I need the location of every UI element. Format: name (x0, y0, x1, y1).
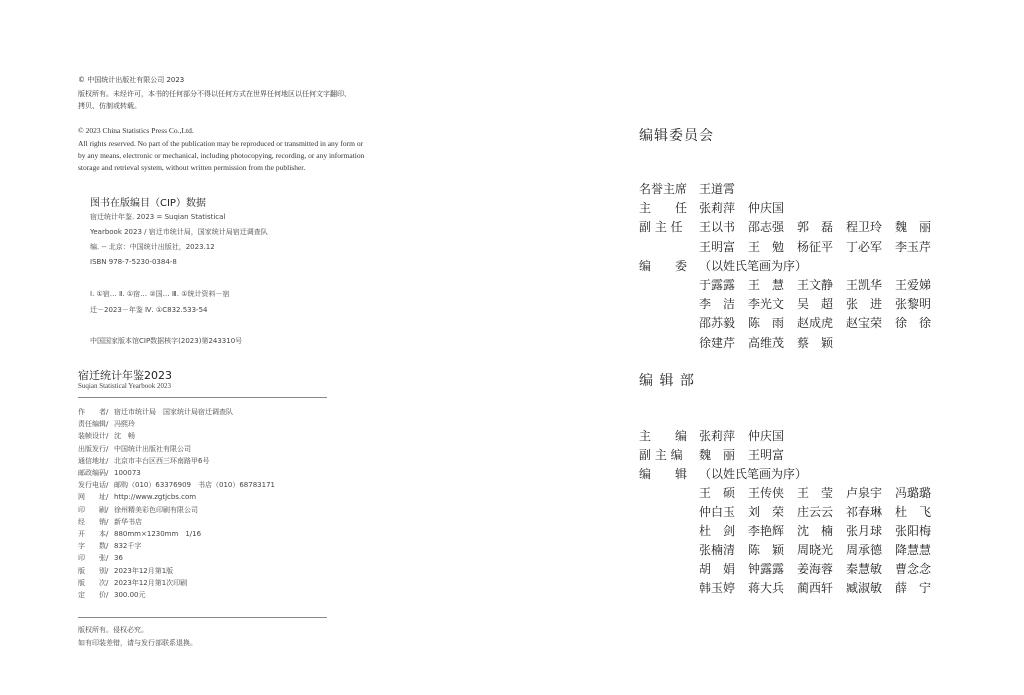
person-name: 王明富 (748, 448, 785, 462)
person-name: 仲白玉 (699, 505, 736, 519)
person-name: 李 洁 (699, 297, 736, 312)
publication-label: 印 张/ (78, 554, 109, 563)
person-name: 王凯华 (846, 278, 883, 292)
name-list (699, 199, 797, 216)
person-name: 臧淑敏 (846, 581, 883, 595)
publication-label: 邮政编码/ (78, 469, 109, 477)
publication-row (78, 505, 198, 515)
person-name: 邵志强 (748, 220, 785, 235)
person-name: 曹念念 (895, 562, 932, 576)
name-list (699, 295, 944, 312)
person-name: 薛 宁 (895, 581, 932, 595)
person-name: 蔡 颖 (797, 335, 834, 350)
copyright-line-en: storage and retrieval system, without written permission from the publisher. (78, 163, 306, 172)
person-name: 钟露露 (748, 562, 785, 576)
publication-label: 字 数/ (78, 542, 109, 551)
person-name: 仲庆国 (748, 201, 785, 216)
publication-value: 100073 (114, 469, 141, 477)
copyright-line-en: All rights reserved. No part of the publication may be reproduced or transmitted in any form or (78, 139, 364, 148)
person-name: 陈 雨 (748, 316, 785, 331)
name-list (699, 503, 944, 520)
person-name: 王传侠 (748, 486, 785, 500)
person-name: 王明富 (699, 239, 736, 254)
person-name: 李艳辉 (748, 524, 785, 538)
publication-row (78, 517, 142, 527)
person-name: 秦慧敏 (846, 562, 883, 576)
publication-row (78, 468, 141, 478)
publication-row (78, 553, 123, 563)
divider (78, 617, 327, 618)
cip-line: 编. -- 北京：中国统计出版社，2023.12 (90, 243, 215, 251)
order-note: （以姓氏笔画为序） (699, 258, 808, 273)
person-name: 王 硕 (699, 486, 736, 500)
person-name: 魏 丽 (895, 220, 932, 235)
person-name: 蔺西轩 (797, 581, 834, 595)
publication-row (78, 529, 201, 539)
person-name: 王爱娣 (895, 278, 932, 292)
person-name: 姜海蓉 (797, 562, 834, 576)
person-name: 祁春琳 (846, 505, 883, 519)
publication-value: 2023年12月第1次印刷 (114, 578, 188, 587)
person-name: 王 莹 (797, 486, 834, 500)
publication-row (78, 419, 135, 429)
person-name: 丁必军 (846, 239, 883, 254)
publication-label: 定 价/ (78, 591, 109, 599)
publication-value: 邮购（010）63376909 书店（010）68783171 (114, 481, 275, 490)
publication-value: 36 (114, 554, 123, 563)
person-name: 沈 楠 (797, 524, 834, 538)
person-name: 张楠清 (699, 543, 736, 557)
publication-row (78, 541, 141, 551)
cip-line: Ⅰ. ①宿… Ⅱ. ①宿… ②国… Ⅲ. ①统计资料－宿 (90, 290, 230, 298)
publication-row (78, 480, 275, 490)
publication-row (78, 431, 135, 441)
publication-row (78, 492, 196, 502)
person-name: 杜 飞 (895, 505, 932, 519)
publication-row (78, 590, 146, 600)
role-label: 副 主 任 (639, 220, 683, 235)
publication-row (78, 578, 187, 588)
name-list (699, 180, 748, 197)
person-name: 韩玉婷 (699, 581, 736, 595)
name-list (699, 238, 944, 255)
publication-label: 印 刷/ (78, 505, 109, 514)
publication-value: 沈 畅 (114, 432, 135, 441)
person-name: 张月球 (846, 524, 883, 538)
person-name: 程卫玲 (846, 220, 883, 235)
editorial-title: 编 辑 部 (639, 373, 695, 389)
role-label: 主 任 (639, 201, 688, 216)
person-name: 周晓光 (797, 543, 834, 557)
role-label: 副 主 编 (639, 448, 683, 462)
person-name: 王道霄 (699, 182, 736, 196)
person-name: 王 勉 (748, 239, 785, 254)
publication-row (78, 456, 209, 466)
publication-value: 北京市丰台区西三环南路甲6号 (114, 456, 210, 465)
person-name: 张莉萍 (699, 429, 736, 443)
name-list (699, 314, 944, 331)
copyright-line-cn: © 中国统计出版社有限公司 2023 (78, 76, 185, 84)
publication-value: 宿迁市统计局 国家统计局宿迁调查队 (114, 408, 233, 416)
copyright-line-en: © 2023 China Statistics Press Co.,Ltd. (78, 126, 194, 135)
publication-row (78, 444, 191, 454)
name-list (699, 560, 944, 577)
name-list (699, 579, 944, 596)
name-list (699, 465, 807, 482)
name-list (699, 484, 944, 501)
publication-value: 新华书店 (114, 517, 142, 526)
cip-line: Yearbook 2023 / 宿迁市统计局，国家统计局宿迁调查队 (90, 228, 268, 236)
publication-label: 责任编辑/ (78, 420, 109, 429)
book-title: 宿迁统计年鉴2023 (78, 369, 172, 382)
person-name: 于露露 (699, 278, 736, 292)
cip-line: 宿迁统计年鉴. 2023 = Suqian Statistical (90, 213, 226, 221)
cip-line: ISBN 978-7-5230-0384-8 (90, 258, 177, 266)
person-name: 张 进 (846, 297, 883, 312)
publication-label: 发行电话/ (78, 481, 109, 490)
person-name: 李玉芹 (895, 239, 932, 254)
person-name: 蒋大兵 (748, 581, 785, 595)
publication-label: 经 销/ (78, 517, 109, 526)
order-note: （以姓氏笔画为序） (699, 467, 808, 481)
name-list (699, 257, 807, 274)
person-name: 吴 超 (797, 297, 834, 312)
person-name: 邵苏毅 (699, 316, 736, 331)
cip-title: 图书在版编目（CIP）数据 (90, 198, 206, 209)
person-name: 卢泉宇 (846, 486, 883, 500)
person-name: 降慧慧 (895, 543, 932, 557)
name-list (699, 427, 797, 444)
copyright-line-cn: 版权所有。未经许可，本书的任何部分不得以任何方式在世界任何地区以任何文字翻印、 (78, 90, 351, 98)
person-name: 赵成虎 (797, 316, 834, 331)
person-name: 赵宝荣 (846, 316, 883, 331)
cip-line: 迁－2023－年鉴 Ⅳ. ①C832.533-54 (90, 306, 208, 314)
person-name: 李光文 (748, 297, 785, 312)
publication-label: 作 者/ (78, 408, 109, 416)
person-name: 魏 丽 (699, 448, 736, 462)
copyright-line-en: by any means, electronic or mechanical, including photocopying, recording, or any information (78, 151, 365, 160)
person-name: 徐 徐 (895, 316, 932, 331)
publication-label: 版 别/ (78, 566, 109, 575)
person-name: 刘 荣 (748, 505, 785, 519)
publication-value: 880mm×1230mm 1/16 (114, 530, 202, 538)
publication-label: 装帧设计/ (78, 432, 109, 441)
person-name: 王以书 (699, 220, 736, 235)
publication-value: 300.00元 (114, 591, 146, 599)
role-label: 名誉主席 (639, 182, 688, 196)
name-list (699, 541, 944, 558)
person-name: 胡 娟 (699, 562, 736, 576)
person-name: 高维茂 (748, 335, 785, 350)
divider (78, 397, 327, 398)
name-list (699, 334, 846, 351)
person-name: 郭 磊 (797, 220, 834, 235)
name-list (699, 446, 797, 463)
publication-label: 版 次/ (78, 578, 109, 587)
publication-value: 徐州精美彩色印刷有限公司 (114, 505, 198, 514)
person-name: 杜 剑 (699, 524, 736, 538)
publication-label: 开 本/ (78, 530, 109, 538)
publication-value: 832千字 (114, 542, 142, 551)
person-name: 张阳梅 (895, 524, 932, 538)
publication-value: 中国统计出版社有限公司 (114, 444, 191, 453)
publication-row (78, 566, 173, 576)
person-name: 庄云云 (797, 505, 834, 519)
publication-label: 网 址/ (78, 493, 109, 502)
person-name: 周承德 (846, 543, 883, 557)
person-name: 仲庆国 (748, 429, 785, 443)
role-label: 主 编 (639, 429, 688, 443)
publication-value: 冯熙玲 (114, 420, 135, 429)
name-list (699, 522, 944, 539)
publication-value: http://www.zgtjcbs.com (114, 493, 197, 502)
book-subtitle: Suqian Statistical Yearbook 2023 (78, 382, 171, 390)
person-name: 冯璐璐 (895, 486, 932, 500)
committee-title: 编辑委员会 (639, 128, 714, 144)
publication-label: 出版发行/ (78, 444, 109, 453)
person-name: 陈 颖 (748, 543, 785, 557)
person-name: 张莉萍 (699, 201, 736, 216)
person-name: 徐建芹 (699, 335, 736, 350)
publication-row (78, 407, 233, 417)
person-name: 王 慧 (748, 278, 785, 292)
name-list (699, 218, 944, 235)
role-label: 编 委 (639, 258, 688, 273)
cip-line: 中国国家版本馆CIP数据核字(2023)第243310号 (90, 337, 243, 345)
publication-value: 2023年12月第1版 (114, 566, 174, 575)
name-list (699, 276, 944, 293)
person-name: 杨征平 (797, 239, 834, 254)
person-name: 张黎明 (895, 297, 932, 312)
role-label: 编 辑 (639, 467, 688, 481)
footer-line: 如有印装差错，请与发行部联系退换。 (78, 639, 197, 647)
footer-line: 版权所有。侵权必究。 (78, 626, 148, 634)
person-name: 王文静 (797, 278, 834, 292)
publication-label: 通信地址/ (78, 456, 109, 465)
copyright-line-cn: 拷贝、仿制或转载。 (78, 102, 141, 110)
